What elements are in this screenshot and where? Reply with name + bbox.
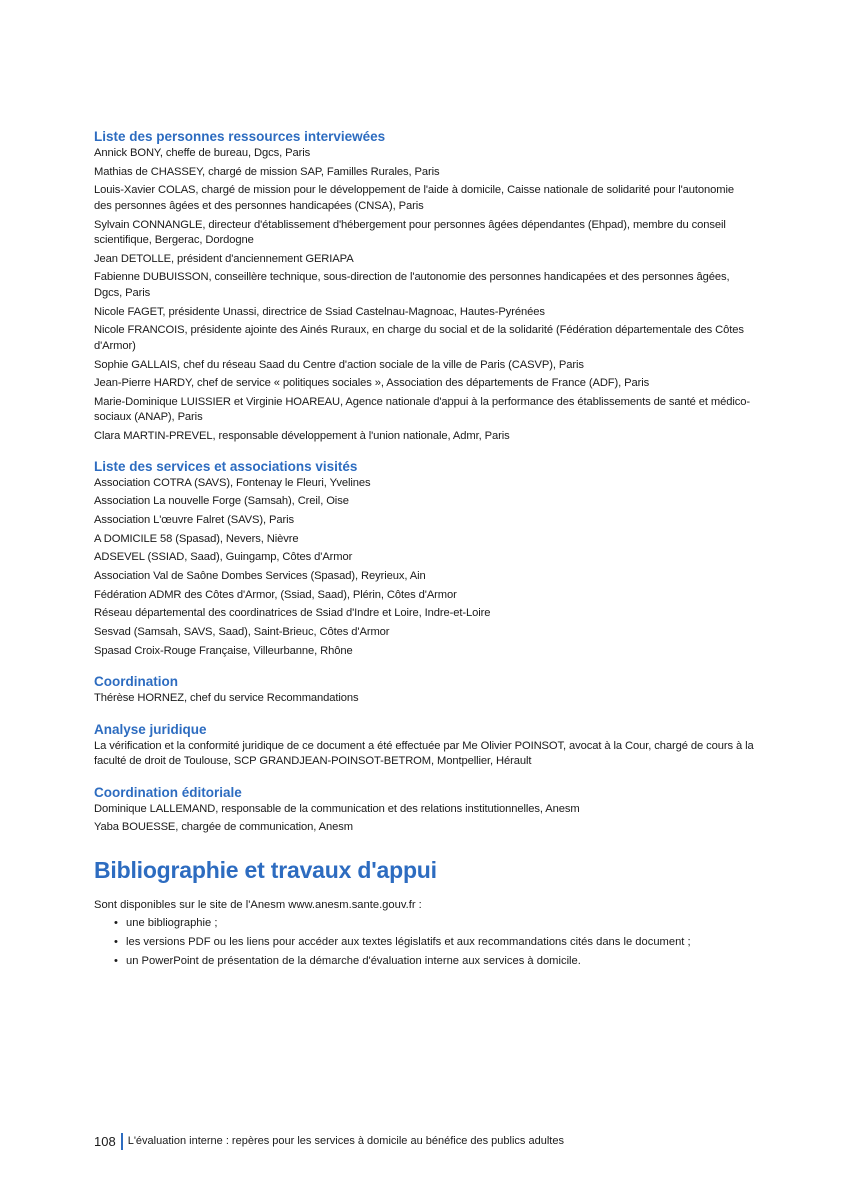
bullet-icon: • xyxy=(114,917,118,930)
list-item: Association La nouvelle Forge (Samsah), Creil, Oise xyxy=(94,495,349,508)
list-item xyxy=(114,954,754,970)
list-item: Nicole FRANCOIS, présidente ajointe des Ainés Ruraux, en charge du social et de la solidarité (Fédération départementale des Côtes d'Armor) xyxy=(94,324,744,352)
list-item: Jean-Pierre HARDY, chef de service « politiques sociales », Association des départements de France (ADF), Paris xyxy=(94,377,650,390)
list-item: Spasad Croix-Rouge Française, Villeurbanne, Rhône xyxy=(94,644,353,657)
section-title: Liste des personnes ressources interviewées xyxy=(94,129,386,144)
list-item: Jean DETOLLE, président d'anciennement GERIAPA xyxy=(94,252,354,265)
list-item: Fédération ADMR des Côtes d'Armor, (Ssiad, Saad), Plérin, Côtes d'Armor xyxy=(94,588,457,601)
list-item: ADSEVEL (SSIAD, Saad), Guingamp, Côtes d'Armor xyxy=(94,551,353,564)
list-item: Sesvad (Samsah, SAVS, Saad), Saint-Brieuc, Côtes d'Armor xyxy=(94,626,390,639)
section-title: Coordination éditoriale xyxy=(94,784,242,800)
list-item: Louis-Xavier COLAS, chargé de mission pour le développement de l'aide à domicile, Caisse nationale de solidarité pour l'autonomie des personnes âgées et des personnes handicapées (CNSA), Paris xyxy=(94,184,734,212)
list-item: Réseau départemental des coordinatrices de Ssiad d'Indre et Loire, Indre-et-Loire xyxy=(94,607,491,620)
bibliography-list xyxy=(94,916,754,969)
list-item: Association Val de Saône Dombes Services (Spasad), Reyrieux, Ain xyxy=(94,570,426,582)
list-item: Association COTRA (SAVS), Fontenay le Fleuri, Yvelines xyxy=(94,476,371,489)
list-item: Mathias de CHASSEY, chargé de mission SAP, Familles Rurales, Paris xyxy=(94,165,440,178)
bullet-text: les versions PDF ou les liens pour accéder aux textes législatifs et aux recommandations cités dans le document ; xyxy=(126,936,691,949)
list-item xyxy=(114,935,754,951)
section-visited-services xyxy=(94,458,754,660)
list-item: Marie-Dominique LUISSIER et Virginie HOAREAU, Agence nationale d'appui à la performance des établissements de santé et médico-sociaux (ANAP), Paris xyxy=(94,395,750,424)
section-title: Analyse juridique xyxy=(94,721,207,737)
bibliography-intro: Sont disponibles sur le site de l'Anesm www.anesm.sante.gouv.fr : xyxy=(94,898,422,911)
list-item: Clara MARTIN-PREVEL, responsable développement à l'union nationale, Admr, Paris xyxy=(94,430,510,443)
list-item: Yaba BOUESSE, chargée de communication, Anesm xyxy=(94,821,353,834)
bullet-text: une bibliographie ; xyxy=(126,917,218,930)
page-footer xyxy=(94,1131,564,1151)
list-item: Annick BONY, cheffe de bureau, Dgcs, Paris xyxy=(94,147,311,159)
list-item: Sophie GALLAIS, chef du réseau Saad du Centre d'action sociale de la ville de Paris (CASVP), Paris xyxy=(94,358,584,371)
list-item: Association L'œuvre Falret (SAVS), Paris xyxy=(94,513,294,526)
list-item: Nicole FAGET, présidente Unassi, directrice de Ssiad Castelnau-Magnoac, Hautes-Pyrénées xyxy=(94,305,545,318)
bullet-icon: • xyxy=(114,955,118,968)
list-item: La vérification et la conformité juridique de ce document a été effectuée par Me Olivier POINSOT, avocat à la Cour, chargé de cours à la faculté de droit de Toulouse, SCP GRANDJEAN-POINSOT-BETROM, Montpellier, Hérault xyxy=(94,739,754,768)
list-item: Fabienne DUBUISSON, conseillère technique, sous-direction de l'autonomie des personnes handicapées et des personnes âgées, Dgcs, Paris xyxy=(94,271,730,299)
list-item xyxy=(114,916,754,932)
list-item: Thérèse HORNEZ, chef du service Recommandations xyxy=(94,692,359,705)
running-title: L'évaluation interne : repères pour les services à domicile au bénéfice des publics adultes xyxy=(127,1135,564,1147)
list-item: Dominique LALLEMAND, responsable de la communication et des relations institutionnelles, Anesm xyxy=(94,802,580,815)
page-number: 108 xyxy=(94,1133,116,1149)
footer-divider xyxy=(121,1133,123,1150)
page-content xyxy=(94,128,754,973)
bibliography-heading: Bibliographie et travaux d'appui xyxy=(94,856,437,883)
section-interviewees xyxy=(94,128,754,445)
section-editorial-coordination xyxy=(94,784,754,836)
bullet-text: un PowerPoint de présentation de la démarche d'évaluation interne aux services à domicile. xyxy=(126,955,581,968)
section-legal-analysis xyxy=(94,721,754,770)
list-item: Sylvain CONNANGLE, directeur d'établissement d'hébergement pour personnes âgées dépendantes (Ehpad), membre du conseil scientifique, Bergerac, Dordogne xyxy=(94,218,726,247)
section-coordination xyxy=(94,673,754,707)
section-title: Coordination xyxy=(94,674,178,690)
list-item: A DOMICILE 58 (Spasad), Nevers, Nièvre xyxy=(94,532,299,545)
section-title: Liste des services et associations visités xyxy=(94,458,358,474)
bullet-icon: • xyxy=(114,936,118,949)
